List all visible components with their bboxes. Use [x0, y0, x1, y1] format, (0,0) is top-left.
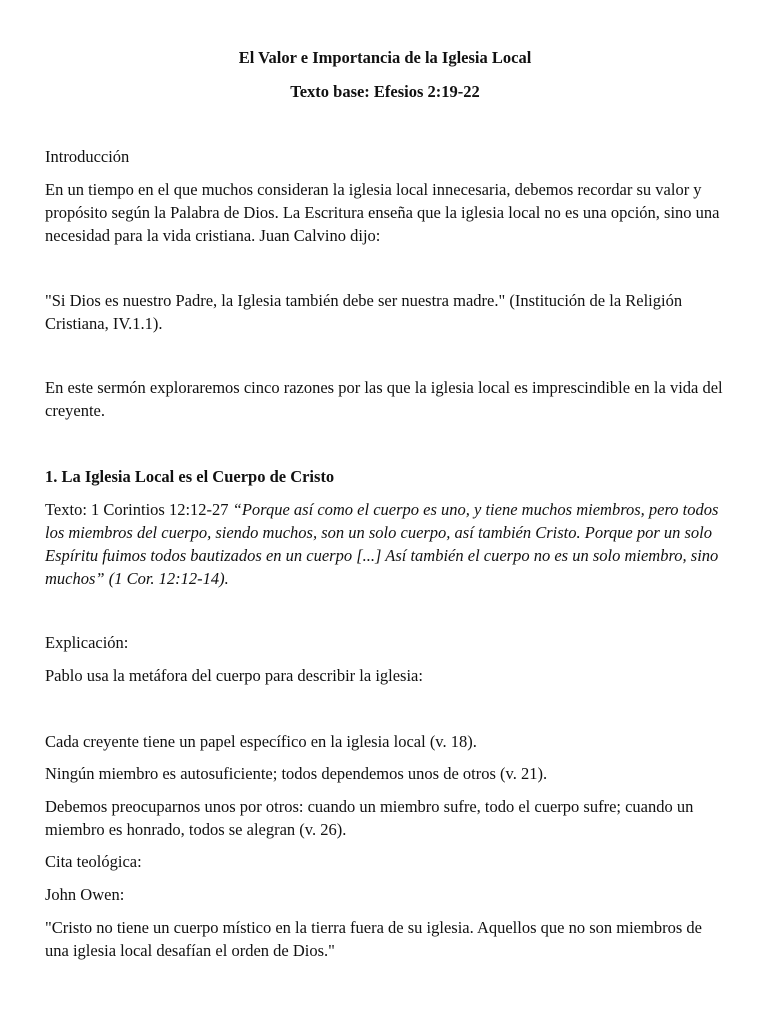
intro-heading: Introducción [45, 147, 130, 166]
intro-closing: En este sermón exploraremos cinco razones por las que la iglesia local es imprescindible en la vida del creyente. [45, 378, 723, 420]
intro-paragraph: En un tiempo en el que muchos consideran la iglesia local innecesaria, debemos recordar su valor y propósito según la Palabra de Dios. La Escritura enseña que la iglesia local no es una opción, sino una necesidad para la vida cristiana. Juan Calvino dijo: [45, 180, 720, 245]
explanation-intro: Pablo usa la metáfora del cuerpo para describir la iglesia: [45, 666, 423, 685]
list-item: Cada creyente tiene un papel específico en la iglesia local (v. 18). [45, 732, 477, 751]
list-item: Debemos preocuparnos unos por otros: cuando un miembro sufre, todo el cuerpo sufre; cuando un miembro es honrado, todos se alegran (v. 26). [45, 797, 694, 839]
section1-text-label: Texto: 1 Corintios 12:12-27 [45, 500, 233, 519]
section1-heading: 1. La Iglesia Local es el Cuerpo de Cristo [45, 467, 335, 486]
explanation-heading: Explicación: [45, 633, 129, 652]
section1-text [45, 498, 725, 590]
list-item: Ningún miembro es autosuficiente; todos dependemos unos de otros (v. 21). [45, 764, 548, 783]
owen-quote: "Cristo no tiene un cuerpo místico en la tierra fuera de su iglesia. Aquellos que no son miembros de una iglesia local desafían el orden de Dios." [45, 918, 702, 960]
section1-text-quote: “Porque así como el cuerpo es uno, y tiene muchos miembros, pero todos los miembros del cuerpo, siendo muchos, son un solo cuerpo, así también Cristo. Porque por un solo Espíritu fuimos todos bautizados en un cuerpo [...] Así también el cuerpo no es un solo miembro, sino muchos” (1 Cor. 12:12-14). [45, 500, 719, 588]
theological-author: John Owen: [45, 885, 125, 904]
document-title: El Valor e Importancia de la Iglesia Local [238, 48, 532, 67]
theological-quote-label: Cita teológica: [45, 852, 142, 871]
document-subtitle: Texto base: Efesios 2:19-22 [290, 82, 480, 101]
calvin-quote: "Si Dios es nuestro Padre, la Iglesia también debe ser nuestra madre." (Institución de la Religión Cristiana, IV.1.1). [45, 291, 683, 333]
